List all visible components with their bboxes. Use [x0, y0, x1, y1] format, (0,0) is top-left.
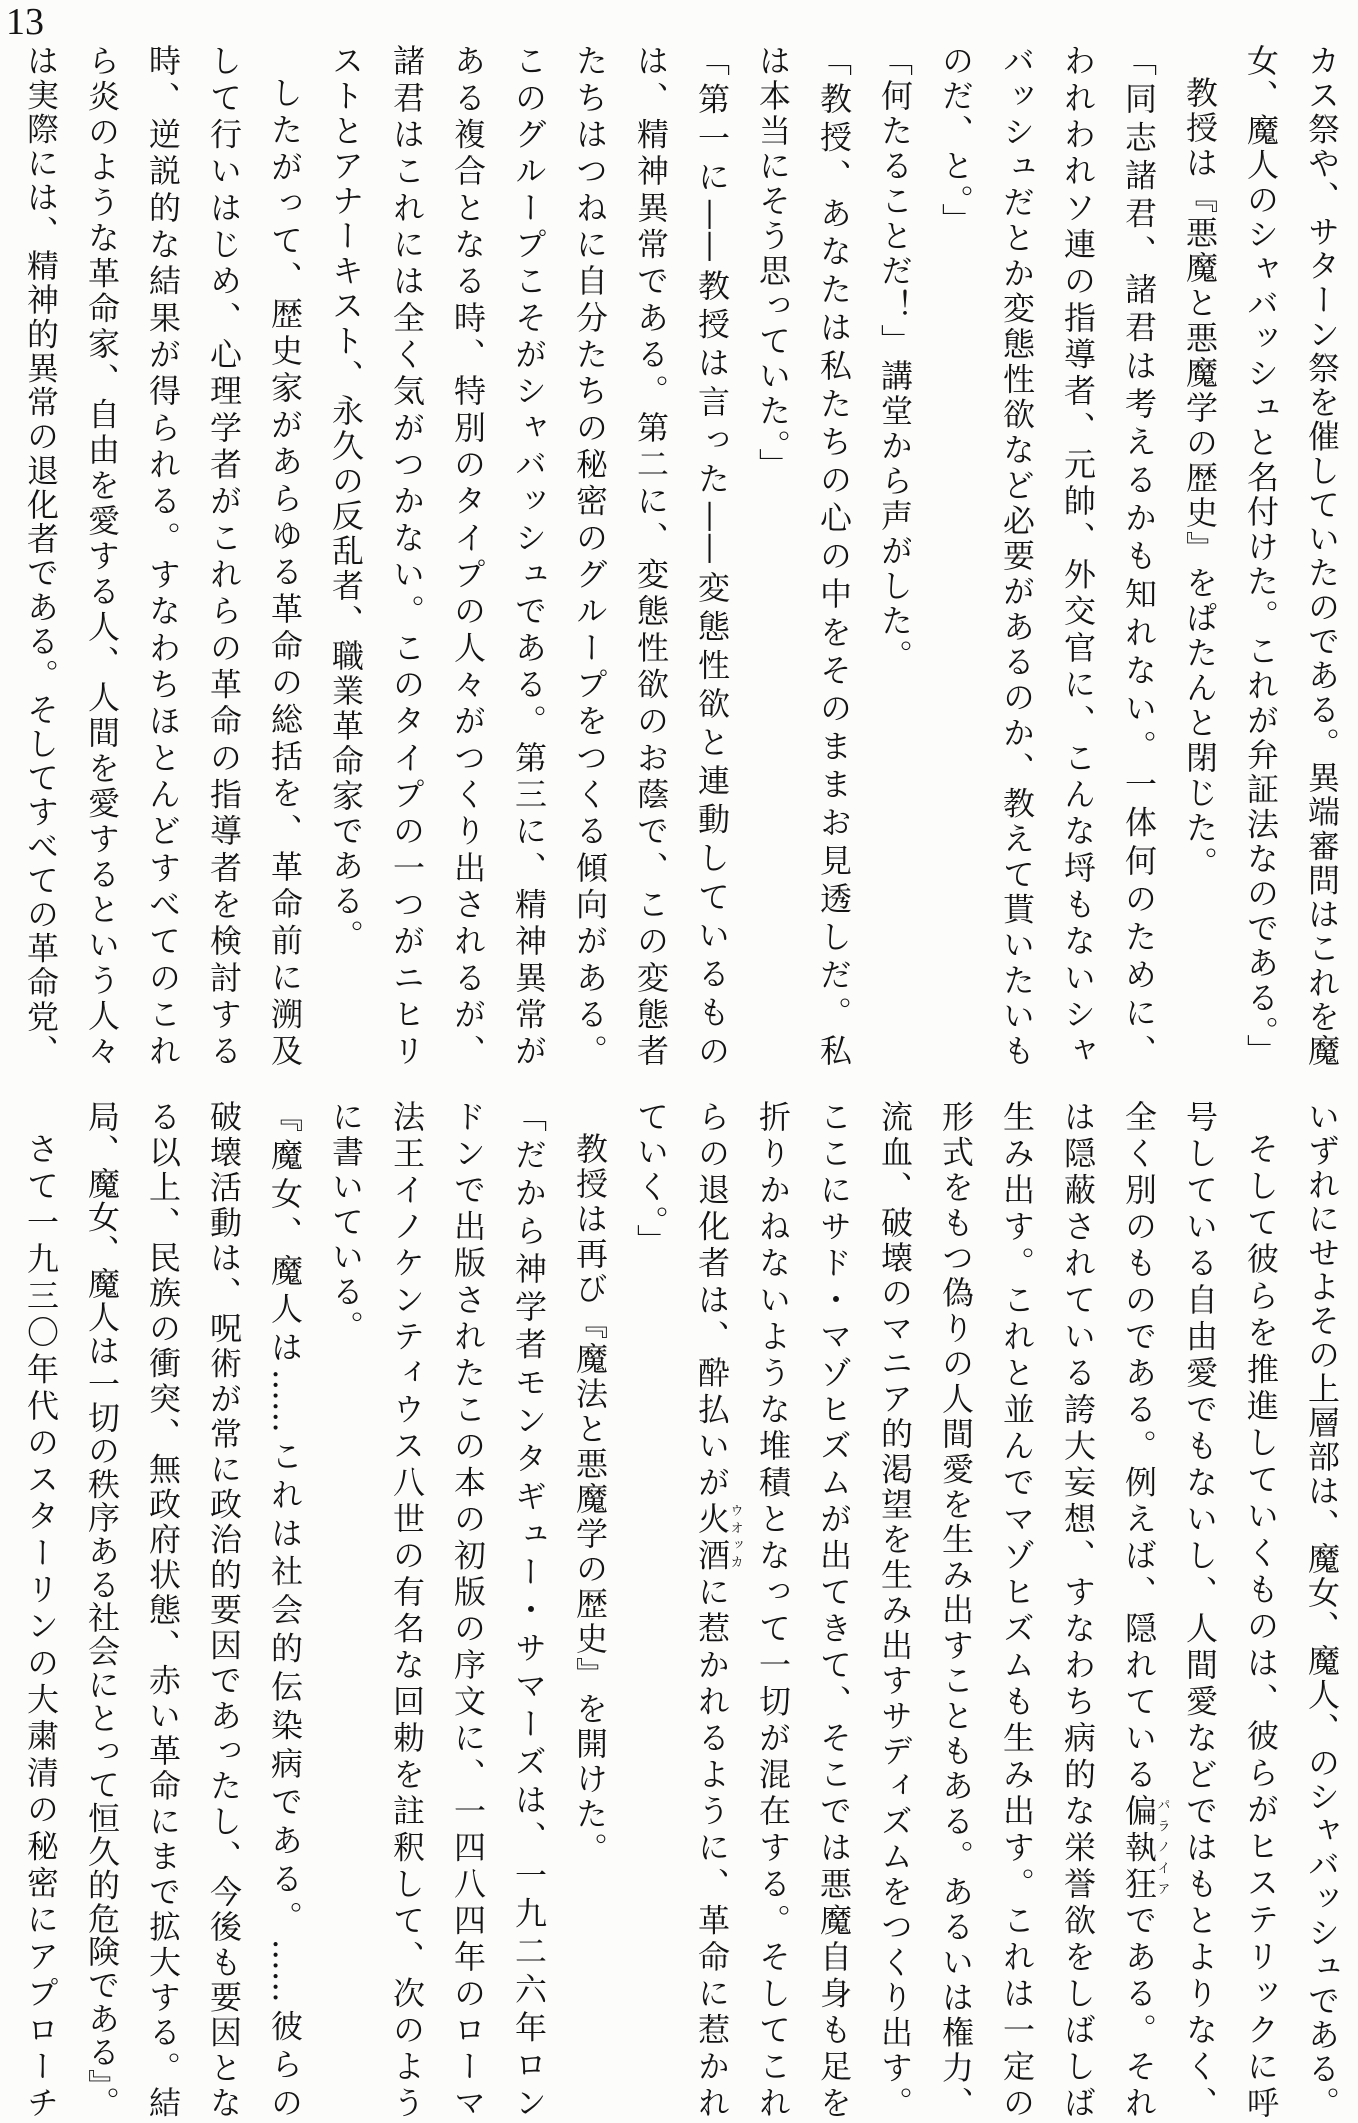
lower-column-20: る以上、民族の衝突、無政府状態、赤い革命にまで拡大する。結	[144, 1100, 182, 2118]
upper-column-2: 女、魔人のシャバッシュと名付けた。これが弁証法なのである。」	[1242, 44, 1280, 1066]
upper-column-6: バッシュだとか変態性欲など必要があるのか、教えて貰いたいも	[998, 44, 1036, 1066]
lower-column-2: そして彼らを推進していくものは、彼らがヒステリックに呼	[1242, 1132, 1280, 2118]
lower-column-17: に書いている。	[327, 1100, 365, 1345]
lower-column-18: 『魔女、魔人は……これは社会的伝染病である。……彼らの	[266, 1100, 304, 2118]
upper-column-20: 時、逆説的な結果が得られる。すなわちほとんどすべてのこれ	[144, 44, 182, 1066]
ruby-vodka	[693, 1501, 743, 1575]
lower-column-11	[681, 1100, 742, 2118]
upper-column-15: ある複合となる時、特別のタイプの人々がつくり出されるが、	[449, 44, 487, 1066]
upper-column-21: ら炎のような革命家、自由を愛する人、人間を愛するという人々	[83, 44, 121, 1066]
upper-column-4: 「同志諸君、諸君は考えるかも知れない。一体何のために、	[1120, 44, 1158, 1066]
upper-column-10: は本当にそう思っていた。」	[754, 44, 792, 483]
upper-column-11: 「第一に——教授は言った——変態性欲と連動しているもの	[693, 44, 731, 1066]
ruby-reading-vodka: ウオッカ	[727, 1501, 743, 1571]
upper-column-12: は、精神異常である。第二に、変態性欲のお蔭で、この変態者	[632, 44, 670, 1066]
lower-column-10: 折りかねないような堆積となって一切が混在する。そしてこれ	[754, 1100, 792, 2118]
lower-column-3: 号している自由愛でもないし、人間愛などではもとよりなく、	[1181, 1100, 1219, 2118]
lower-column-4-text-after: である。それ	[1120, 1903, 1158, 2118]
upper-column-7: のだ、と。」	[937, 44, 975, 238]
lower-column-1: いずれにせよその上層部は、魔女、魔人、のシャバッシュである。	[1303, 1100, 1341, 2118]
ruby-reading-paranoia: パラノイア	[1154, 1793, 1170, 1899]
upper-tier	[10, 44, 1352, 1066]
lower-column-4-text-before: 全く別のものである。例えば、隠れている	[1120, 1100, 1158, 1794]
page-number: 13	[6, 1, 44, 43]
lower-column-12: ていく。」	[632, 1100, 670, 1259]
upper-column-19: して行いはじめ、心理学者がこれらの革命の指導者を検討する	[205, 44, 243, 1066]
lower-column-4	[1108, 1100, 1169, 2118]
lower-column-22: さて一九三〇年代のスターリンの大粛清の秘密にアプローチ	[22, 1132, 60, 2118]
ruby-base-paranoia: 偏執狂	[1120, 1793, 1158, 1904]
lower-column-14: 「だから神学者モンタギュー・サマーズは、一九二六年ロン	[510, 1100, 548, 2118]
lower-column-11-text-before: らの退化者は、酔払いが	[693, 1100, 731, 1502]
upper-column-14: このグループこそがシャバッシュである。第三に、精神異常が	[510, 44, 548, 1066]
upper-column-16: 諸君はこれには全く気がつかない。このタイプの一つがニヒリ	[388, 44, 426, 1066]
lower-column-13: 教授は再び『魔法と悪魔学の歴史』を開けた。	[571, 1132, 609, 1867]
ruby-base-vodka: 火酒	[693, 1501, 731, 1575]
lower-column-11-text-after: に惹かれるように、革命に惹かれ	[693, 1574, 731, 2118]
upper-column-17: ストとアナーキスト、永久の反乱者、職業革命家である。	[327, 44, 365, 954]
lower-column-21: 局、魔女、魔人は一切の秩序ある社会にとって恒久的危険である』。	[83, 1100, 121, 2118]
lower-column-19: 破壊活動は、呪術が常に政治的要因であったし、今後も要因とな	[205, 1100, 243, 2118]
lower-column-9: ここにサド・マゾヒズムが出てきて、そこでは悪魔自身も足を	[815, 1100, 853, 2118]
upper-column-9: 「教授、あなたは私たちの心の中をそのままお見透しだ。私	[815, 44, 853, 1066]
lower-column-6: 生み出す。これと並んでマゾヒズムも生み出す。これは一定の	[998, 1100, 1036, 2118]
upper-column-1: カス祭や、サターン祭を催していたのである。異端審問はこれを魔	[1303, 44, 1341, 1066]
lower-column-16: 法王イノケンティウス八世の有名な回勅を註釈して、次のよう	[388, 1100, 426, 2118]
upper-column-8: 「何たることだ！」講堂から声がした。	[876, 44, 914, 674]
upper-column-5: われわれソ連の指導者、元帥、外交官に、こんな埒もないシャ	[1059, 44, 1097, 1066]
upper-column-3: 教授は『悪魔と悪魔学の歴史』をぱたんと閉じた。	[1181, 76, 1219, 881]
ruby-paranoia	[1120, 1793, 1170, 1904]
lower-column-7: 形式をもつ偽りの人間愛を生み出すこともある。あるいは権力、	[937, 1100, 975, 2118]
upper-column-18: したがって、歴史家があらゆる革命の総括を、革命前に溯及	[266, 76, 304, 1066]
lower-column-5: は隠蔽されている誇大妄想、すなわち病的な栄誉欲をしばしば	[1059, 1100, 1097, 2118]
upper-column-13: たちはつねに自分たちの秘密のグループをつくる傾向がある。	[571, 44, 609, 1066]
lower-tier	[10, 1100, 1352, 2118]
upper-column-22: は実際には、精神的異常の退化者である。そしてすべての革命党、	[22, 44, 60, 1066]
lower-column-8: 流血、破壊のマニア的渇望を生み出すサディズムをつくり出す。	[876, 1100, 914, 2118]
lower-column-15: ドンで出版されたこの本の初版の序文に、一四八四年のローマ	[449, 1100, 487, 2118]
